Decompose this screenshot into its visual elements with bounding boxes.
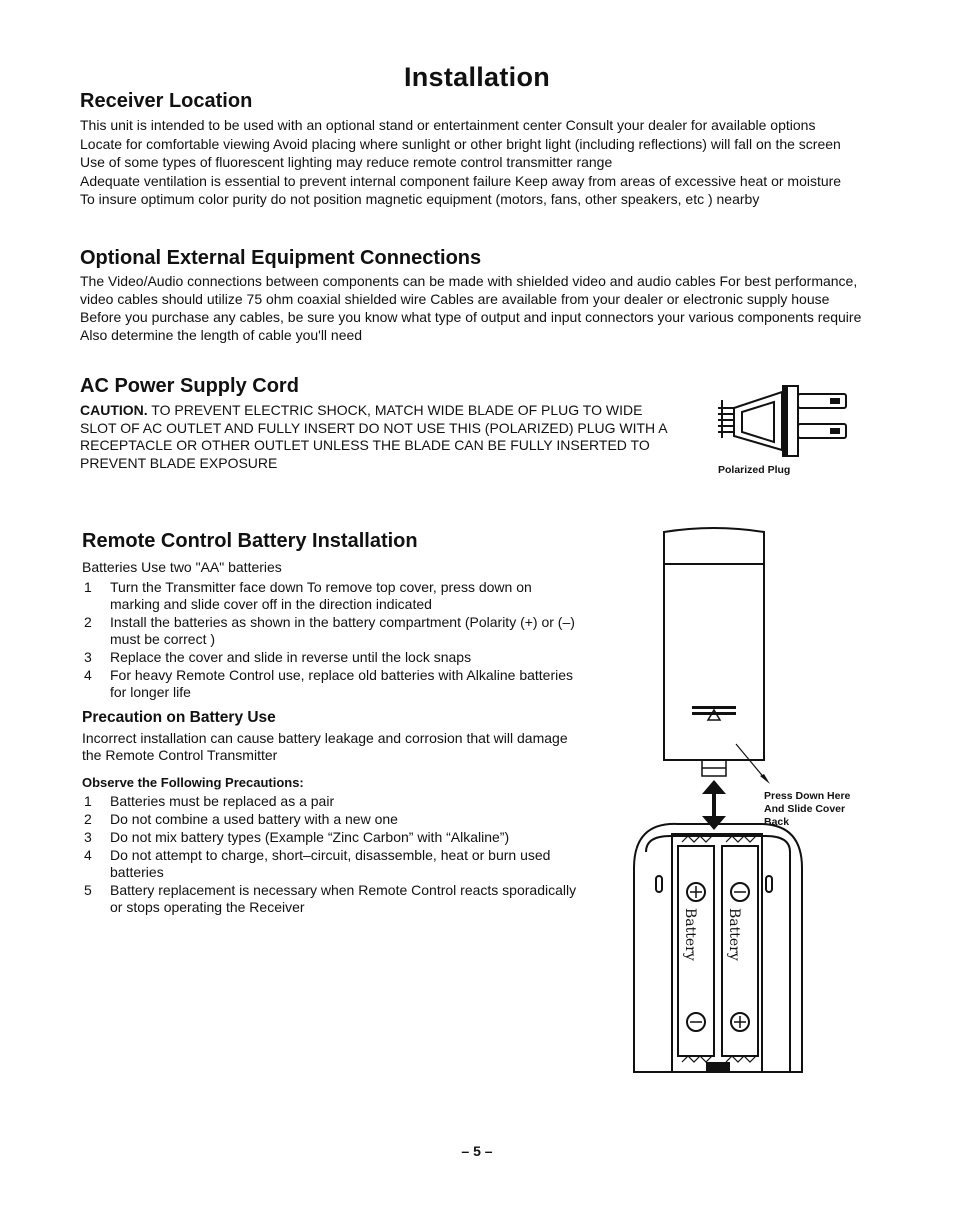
battery-intro: Batteries Use two "AA" batteries <box>82 559 282 575</box>
battery-label-left: Battery <box>682 908 698 961</box>
list-item: 3 Do not mix battery types (Example “Zinc Carbon” with “Alkaline”) <box>84 828 510 845</box>
caption-line: And Slide Cover <box>764 803 846 815</box>
paragraph: Before you purchase any cables, be sure you know what type of output and input connectors your various components require Also determine the length of cable you'll need <box>80 309 862 343</box>
remote-battery-heading: Remote Control Battery Installation <box>82 530 418 552</box>
section-receiver-location <box>80 90 865 210</box>
paragraph: This unit is intended to be used with an optional stand or entertainment center Consult your dealer for available options <box>80 117 816 133</box>
polarized-plug-illustration <box>712 378 852 460</box>
section-optional-connections <box>80 247 865 345</box>
ac-power-heading: AC Power Supply Cord <box>80 375 299 397</box>
paragraph: To insure optimum color purity do not position magnetic equipment (motors, fans, other speakers, etc ) nearby <box>80 191 760 207</box>
section-remote-battery <box>82 530 582 917</box>
optional-connections-heading: Optional External Equipment Connections <box>80 247 482 269</box>
caution-text <box>80 402 680 472</box>
caution-label: CAUTION. <box>80 402 148 418</box>
caption-line: Back <box>764 816 790 828</box>
paragraph: The Video/Audio connections between components can be made with shielded video and audio cables For best performance, video cables should utilize 75 ohm coaxial shielded wire Cables are available from your dealer or electronic supply house <box>80 273 858 307</box>
receiver-location-heading: Receiver Location <box>80 90 253 112</box>
diagram-caption <box>764 790 850 829</box>
list-item: 2 Install the batteries as shown in the battery compartment (Polarity (+) or (–) must be correct ) <box>84 613 575 647</box>
precaution-list <box>82 793 582 916</box>
battery-steps <box>82 579 582 701</box>
plug-caption: Polarized Plug <box>718 464 791 476</box>
caption-line: Press Down Here <box>764 790 851 802</box>
list-item: 4 Do not attempt to charge, short–circuit, disassemble, heat or burn used batteries <box>84 846 551 880</box>
list-item: 4 For heavy Remote Control use, replace old batteries with Alkaline batteries for longer life <box>84 666 574 700</box>
paragraph: Locate for comfortable viewing Avoid placing where sunlight or other bright light (including reflections) will fall on the screen <box>80 135 841 152</box>
paragraph: Adequate ventilation is essential to prevent internal component failure Keep away from areas of excessive heat or moisture <box>80 172 842 189</box>
page-number: – 5 – <box>461 1143 493 1159</box>
list-item: 1 Turn the Transmitter face down To remove top cover, press down on marking and slide cover off in the direction indicated <box>84 578 532 612</box>
precaution-heading: Precaution on Battery Use <box>82 708 276 726</box>
observe-heading: Observe the Following Precautions: <box>82 774 304 790</box>
precaution-text: Incorrect installation can cause battery leakage and corrosion that will damage the Remote Control Transmitter <box>82 729 568 763</box>
section-ac-power <box>80 375 680 472</box>
list-item: 2 Do not combine a used battery with a new one <box>84 810 398 827</box>
list-item: 5 Battery replacement is necessary when Remote Control reacts sporadically or stops operating the Receiver <box>84 881 577 915</box>
battery-label-right: Battery <box>726 908 742 961</box>
list-item: 1 Batteries must be replaced as a pair <box>84 792 335 809</box>
paragraph: Use of some types of fluorescent lighting may reduce remote control transmitter range <box>80 154 613 170</box>
list-item: 3 Replace the cover and slide in reverse until the lock snaps <box>84 648 472 665</box>
page-title: Installation <box>403 62 551 92</box>
caution-body: TO PREVENT ELECTRIC SHOCK, MATCH WIDE BLADE OF PLUG TO WIDE SLOT OF AC OUTLET AND FULLY INSERT DO NOT USE THIS (POLARIZED) PLUG WITH A RECEPTACLE OR OTHER OUTLET UNLESS THE BLADE CAN BE FULLY INSERTED TO PREVENT BLADE EXPOSURE <box>80 402 667 471</box>
